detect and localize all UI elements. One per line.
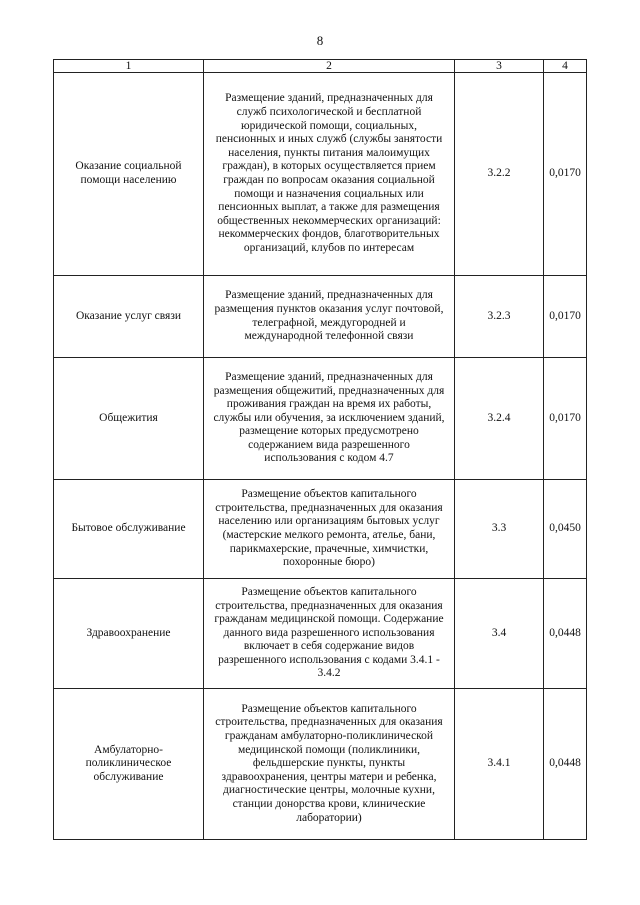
row-value: 0,0448 — [544, 579, 587, 689]
row-name: Амбулаторно- поликлиническое обслуживание — [54, 689, 204, 840]
row-value: 0,0170 — [544, 276, 587, 358]
table-row — [54, 276, 587, 358]
row-description: Размещение зданий, предназначенных для служб психологической и бесплатной юридической помощи, социальных, пенсионных и иных служб (службы занятости населения, пункты питания малоимущих граждан), в которых осуществляется прием граждан по вопросам оказания социальной помощи и назначения социальных или пенсионных выплат, а также для размещения общественных некоммерческих организаций: некоммерческих фондов, благотворительных организаций, клубов по интересам — [204, 73, 455, 276]
row-description: Размещение зданий, предназначенных для размещения пунктов оказания услуг почтовой, телеграфной, междугородней и международной телефонной связи — [204, 276, 455, 358]
table-row — [54, 358, 587, 480]
row-description: Размещение объектов капитального строительства, предназначенных для оказания населению или организациям бытовых услуг (мастерские мелкого ремонта, ателье, бани, парикмахерские, прачечные, химчистки, похоронные бюро) — [204, 480, 455, 579]
header-col-1: 1 — [54, 60, 204, 73]
header-col-4: 4 — [544, 60, 587, 73]
table-header-row — [54, 60, 587, 73]
row-name: Оказание услуг связи — [54, 276, 204, 358]
row-code: 3.3 — [455, 480, 544, 579]
row-code: 3.2.2 — [455, 73, 544, 276]
header-col-2: 2 — [204, 60, 455, 73]
row-code: 3.2.4 — [455, 358, 544, 480]
row-value: 0,0450 — [544, 480, 587, 579]
row-value: 0,0170 — [544, 73, 587, 276]
row-code: 3.2.3 — [455, 276, 544, 358]
row-description: Размещение зданий, предназначенных для размещения общежитий, предназначенных для проживания граждан на время их работы, службы или обучения, за исключением зданий, размещение которых предусмотрено содержанием вида разрешенного использования с кодом 4.7 — [204, 358, 455, 480]
table-row — [54, 579, 587, 689]
table-row — [54, 689, 587, 840]
row-name: Здравоохранение — [54, 579, 204, 689]
row-code: 3.4.1 — [455, 689, 544, 840]
header-col-3: 3 — [455, 60, 544, 73]
row-description: Размещение объектов капитального строительства, предназначенных для оказания гражданам амбулаторно-поликлинической медицинской помощи (поликлиники, фельдшерские пункты, пункты здравоохранения, центры матери и ребенка, диагностические центры, молочные кухни, станции донорства крови, клинические лаборатории) — [204, 689, 455, 840]
row-name: Оказание социальной помощи населению — [54, 73, 204, 276]
table-row — [54, 73, 587, 276]
row-description: Размещение объектов капитального строительства, предназначенных для оказания гражданам медицинской помощи. Содержание данного вида разрешенного использования включает в себя содержание видов разрешенного использования с кодами 3.4.1 - 3.4.2 — [204, 579, 455, 689]
row-code: 3.4 — [455, 579, 544, 689]
land-use-table — [53, 59, 587, 840]
row-value: 0,0448 — [544, 689, 587, 840]
row-name: Бытовое обслуживание — [54, 480, 204, 579]
page-number: 8 — [316, 33, 324, 48]
table-row — [54, 480, 587, 579]
row-name: Общежития — [54, 358, 204, 480]
row-value: 0,0170 — [544, 358, 587, 480]
